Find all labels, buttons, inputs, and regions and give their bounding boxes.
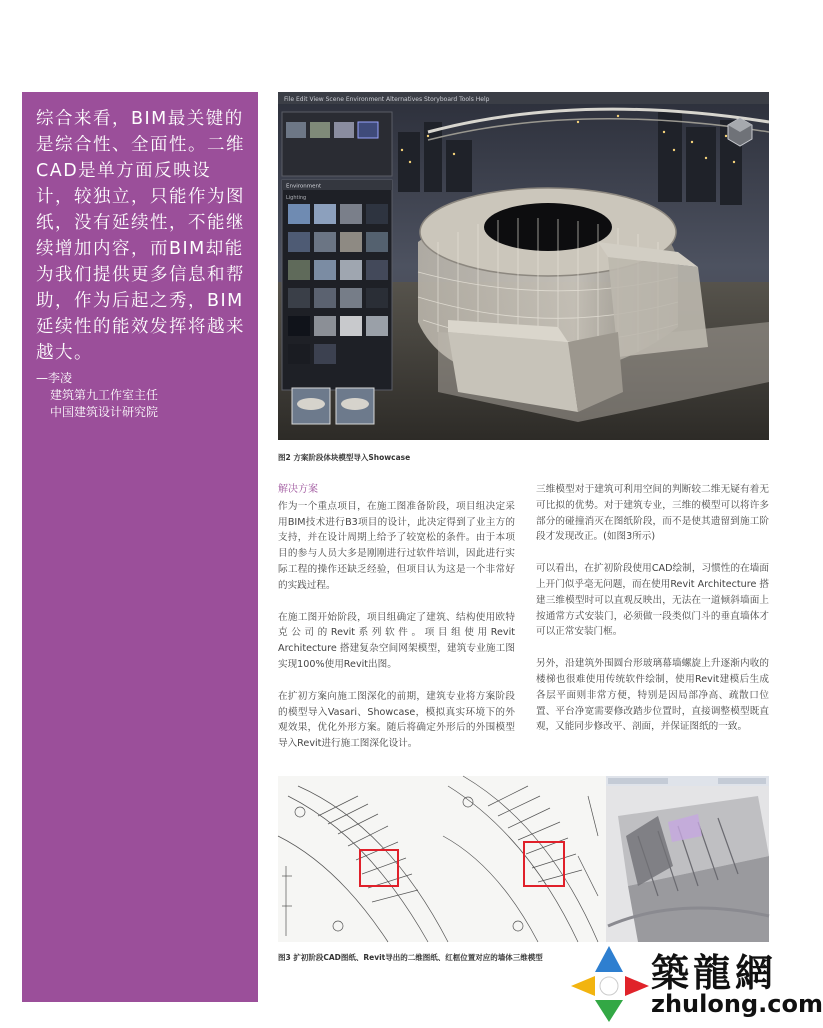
revit-3d-model-panel — [606, 776, 769, 942]
paragraph: 作为一个重点项目，在施工图准备阶段，项目组决定采用BIM技术进行B3项目的设计，此决定得到了业主方的支持，并在设计周期上给予了较宽松的条件。由于本项目的参与人员大多是刚刚进行过软件培训，因此进行实际工程的操作还缺乏经验，但项目认为这是一个非常好的实践过程。 — [278, 500, 515, 591]
zhulong-logo-icon — [567, 942, 651, 1024]
paragraph: 三维模型对于建筑可利用空间的判断较二维无疑有着无可比拟的优势。对于建筑专业，三维的模型可以将许多部分的碰撞消灭在图纸阶段，而不是使其遗留到施工阶段才发现改正。(如图3所示) — [536, 484, 769, 543]
figure-2-showcase-render — [278, 92, 769, 440]
author-title: 建筑第九工作室主任 — [50, 388, 159, 402]
article-column-left — [278, 482, 515, 768]
paragraph: 可以看出，在扩初阶段使用CAD绘制，习惯性的在墙面上开门似乎毫无问题，而在使用Revit Architecture 搭建三维模型时可以直观反映出，无法在一道倾斜墙面上按通常方式安装门，必须做一段类似门斗的垂直墙体才可以正常安装门框。 — [536, 563, 769, 638]
figure-3-caption: 图3 扩初阶段CAD图纸、Revit导出的二维图纸、红框位置对应的墙体三维模型 — [278, 953, 543, 962]
article-column-right — [536, 482, 769, 751]
quote-author: —李凌 — [36, 371, 73, 385]
lighting-section-label: Lighting — [286, 195, 307, 201]
author-organization: 中国建筑设计研究院 — [50, 405, 159, 419]
watermark-domain: zhulong.com — [651, 990, 823, 1018]
watermark-chinese-name: 築龍網 — [651, 950, 778, 995]
pull-quote: 综合来看，BIM最关键的是综合性、全面性。二维CAD是单方面反映设计，较独立，只能作为图纸，没有延续性，不能继续增加内容，而BIM却能为我们提供更多信息和帮助，作为后起之秀，BIM延续性的能效发挥将越来越大。 — [36, 109, 245, 363]
section-title: 解决方案 — [278, 484, 318, 495]
quote-sidebar — [22, 92, 258, 1002]
showcase-menu-bar: File Edit View Scene Environment Alternatives Storyboard Tools Help — [284, 96, 490, 103]
paragraph: 在施工图开始阶段，项目组确定了建筑、结构使用欧特克公司的Revit系列软件。项目组使用Revit Architecture 搭建复杂空间网架模型，建筑专业施工图实现100%使用Revit出图。 — [278, 611, 515, 670]
zhulong-watermark-logo — [567, 942, 823, 1024]
figure-3-cad-revit-comparison — [278, 776, 769, 942]
quote-attribution — [36, 370, 158, 421]
figure-2-caption: 图2 方案阶段体块模型导入Showcase — [278, 453, 411, 462]
paragraph: 在扩初方案向施工图深化的前期，建筑专业将方案阶段的模型导入Vasari、Showcase，模拟真实环境下的外观效果，优化外形方案。随后将确定外形后的外围模型导入Revit进行施工图深化设计。 — [278, 690, 515, 750]
paragraph: 另外，沿建筑外围圆台形玻璃幕墙螺旋上升逐渐内收的楼梯也很难使用传统软件绘制，使用Revit建模后生成各层平面则非常方便，特别是因局部净高、疏散口位置、平台净宽需要修改踏步位置时，直接调整模型既直观，又能同步修改平、剖面，并保证图纸的一致。 — [536, 658, 769, 733]
environment-panel-title: Environment — [286, 183, 322, 190]
